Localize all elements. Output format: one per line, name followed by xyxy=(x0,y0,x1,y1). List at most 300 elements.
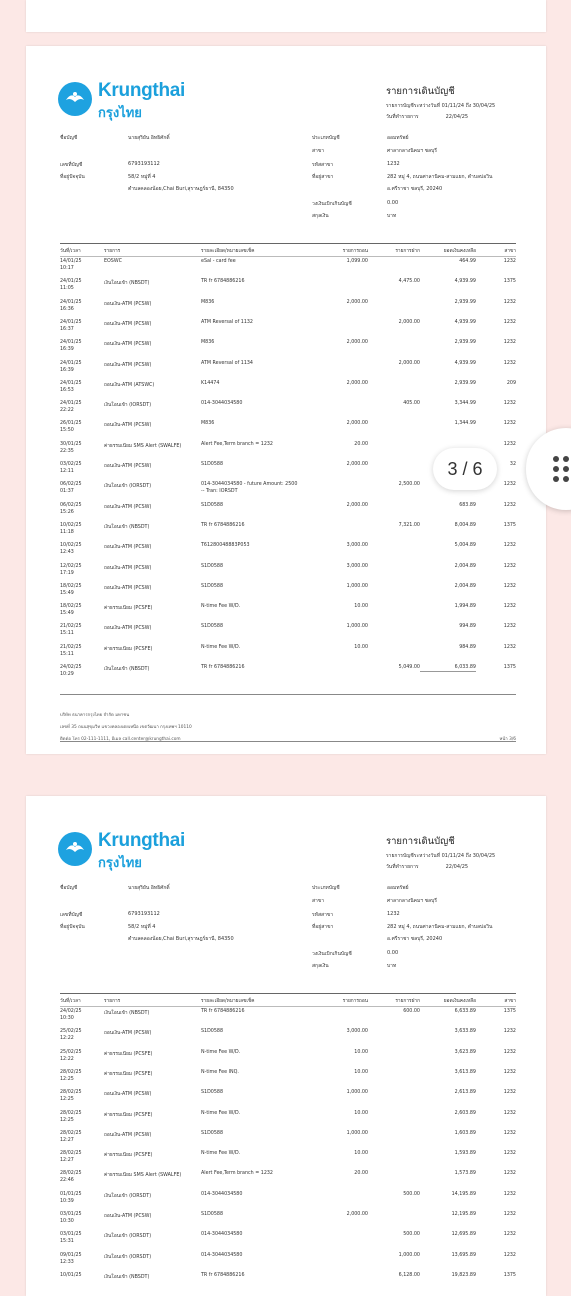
cell-time: 17:19 xyxy=(60,570,74,576)
address-line2: ตำบลคลองน้อย,Chai Buri,สุราษฎร์ธานี, 84350 xyxy=(128,186,234,192)
cell-deposit: 500.00 xyxy=(403,1191,420,1197)
cell-balance: 14,195.89 xyxy=(451,1191,476,1197)
cell-time: 16:39 xyxy=(60,367,74,373)
table-header: วันที่/เวลา รายการ รายละเอียด/หมายเลขเช็ค รายการถอน รายการฝาก ยอดเงินคงเหลือ สาขา xyxy=(60,243,516,257)
cell-time: 11:18 xyxy=(60,529,74,535)
credit-value: 0.00 xyxy=(387,200,399,206)
cell-balance: 984.89 xyxy=(459,644,476,650)
cell-desc: เงินโอนเข้า (IORSDT) xyxy=(104,1254,152,1260)
cell-branch: 1375 xyxy=(503,1009,516,1014)
cell-desc: ถอนเงิน-ATM (PCSW) xyxy=(104,1132,152,1138)
cell-time: 16:39 xyxy=(60,347,74,353)
cell-date: 28/02/25 xyxy=(60,1069,82,1075)
cell-detail: eSal - card fee xyxy=(201,259,236,264)
cell-withdraw: 3,000.00 xyxy=(346,543,368,549)
credit-label: วงเงินเบิกเกินบัญชี xyxy=(312,951,352,957)
cell-time: 10:29 xyxy=(60,672,74,677)
table-row xyxy=(60,503,516,521)
bird-logo-icon xyxy=(58,832,92,866)
bank-name-en: Krungthai xyxy=(98,80,186,101)
branch-label: สาขา xyxy=(312,148,325,154)
name-value: นายสุริยัน อิทธิศักดิ์ xyxy=(128,135,170,141)
address-line1: 58/2 หมู่ที่ 4 xyxy=(128,924,156,930)
cell-detail: TR fr 6784886216 xyxy=(201,522,245,528)
cell-withdraw: 2,000.00 xyxy=(346,502,368,508)
footer-divider xyxy=(60,741,516,742)
cell-balance: 4,939.99 xyxy=(454,319,476,325)
previous-page-bottom xyxy=(26,0,546,32)
cell-date: 28/02/25 xyxy=(60,1171,82,1177)
table-row xyxy=(60,645,516,663)
cell-branch: 1232 xyxy=(503,482,516,488)
table-row xyxy=(60,1171,516,1189)
cell-time: 12:22 xyxy=(60,1036,74,1042)
cell-detail: TR fr 6784886216 xyxy=(201,665,245,670)
cell-time: 16:36 xyxy=(60,306,74,312)
cell-withdraw: 2,000.00 xyxy=(346,462,368,467)
cell-time: 12:33 xyxy=(60,1259,74,1265)
cell-deposit: 4,475.00 xyxy=(398,279,420,285)
cell-detail: M836 xyxy=(201,421,215,427)
statement-header xyxy=(386,84,546,121)
cell-desc: ถอนเงิน-ATM (PCSW) xyxy=(104,301,152,307)
cell-detail: 014-3044034580 xyxy=(201,1232,243,1238)
cell-balance: 3,613.89 xyxy=(454,1069,476,1075)
table-row xyxy=(60,1111,516,1129)
table-row xyxy=(60,1090,516,1108)
branch-code-value: 1232 xyxy=(387,161,400,167)
currency-label: สกุลเงิน xyxy=(312,963,329,969)
table-row xyxy=(60,259,516,277)
cell-branch: 1232 xyxy=(503,644,516,650)
cell-balance: 8,004.89 xyxy=(454,522,476,528)
cell-desc: ถอนเงิน-ATM (PCSW) xyxy=(104,565,152,571)
cell-date: 28/02/25 xyxy=(60,1110,82,1116)
cell-balance: 4,939.99 xyxy=(454,360,476,366)
cell-desc: ถอนเงิน-ATM (PCSW) xyxy=(104,585,152,591)
type-value: ออมทรัพย์ xyxy=(387,885,409,891)
footer-page-number: หน้า 3/6 xyxy=(499,737,516,742)
cell-branch: 1232 xyxy=(503,401,516,407)
cell-withdraw: 10.00 xyxy=(354,1151,368,1157)
cell-date: 14/01/25 xyxy=(60,259,82,264)
cell-branch: 1232 xyxy=(503,1069,516,1075)
cell-branch: 1232 xyxy=(503,1232,516,1238)
cell-desc: ถอนเงิน-ATM (PCSW) xyxy=(104,504,152,510)
cell-withdraw: 10.00 xyxy=(354,1110,368,1116)
statement-page-3 xyxy=(26,46,546,754)
cell-branch: 1232 xyxy=(503,1049,516,1055)
cell-balance: 13,695.89 xyxy=(451,1252,476,1258)
bank-name-en: Krungthai xyxy=(98,830,186,851)
statement-page-4 xyxy=(26,796,546,1296)
address-label: ที่อยู่ปัจจุบัน xyxy=(60,174,85,180)
footer-address: เลขที่ 35 ถนนสุขุมวิท แขวงคลองเตยเหนือ เขตวัฒนา กรุงเทพฯ 10110 xyxy=(60,725,192,730)
cell-branch: 32 xyxy=(509,462,516,467)
cell-desc: ถอนเงิน-ATM (PCSW) xyxy=(104,362,152,368)
cell-branch: 1232 xyxy=(503,563,516,569)
cell-time: 15:50 xyxy=(60,428,74,434)
cell-desc: ค่าธรรมเนียม (PCSFE) xyxy=(104,646,153,652)
address-line1: 58/2 หมู่ที่ 4 xyxy=(128,174,156,180)
cell-date: 24/01/25 xyxy=(60,380,82,386)
cell-balance: 3,633.89 xyxy=(454,1029,476,1035)
cell-date: 03/01/25 xyxy=(60,1232,82,1238)
table-row xyxy=(60,381,516,399)
branch-code-value: 1232 xyxy=(387,911,400,917)
cell-branch: 1232 xyxy=(503,421,516,427)
cell-detail: 014-3044034580 - future Amount: 2500 xyxy=(201,482,298,488)
cell-balance: 19,823.89 xyxy=(451,1272,476,1278)
cell-balance: 6,633.89 xyxy=(454,1009,476,1014)
cell-date: 21/02/25 xyxy=(60,624,82,630)
name-label: ชื่อบัญชี xyxy=(60,885,78,891)
cell-detail: S1D0588 xyxy=(201,502,223,508)
cell-time: 12:11 xyxy=(60,469,74,474)
cell-detail: N-time Fee W/D. xyxy=(201,1110,241,1116)
table-row xyxy=(60,340,516,358)
cell-date: 24/01/25 xyxy=(60,279,82,285)
cell-desc: เงินโอนเข้า (NBSDT) xyxy=(104,1274,150,1280)
cell-detail: N-time Fee W/D. xyxy=(201,1049,241,1055)
cell-branch: 1232 xyxy=(503,299,516,305)
cell-branch: 1232 xyxy=(503,360,516,366)
bank-name-th: กรุงไทย xyxy=(98,105,142,120)
cell-desc: เงินโอนเข้า (IORSDT) xyxy=(104,1193,152,1199)
cell-balance: 12,695.89 xyxy=(451,1232,476,1238)
cell-branch: 1375 xyxy=(503,279,516,285)
table-row xyxy=(60,361,516,379)
cell-desc: เงินโอนเข้า (NBSDT) xyxy=(104,281,150,287)
cell-time: 15:26 xyxy=(60,509,74,515)
cell-balance: 1,994.89 xyxy=(454,604,476,610)
cell-detail: TR fr 6784886216 xyxy=(201,1272,245,1278)
cell-desc: ค่าธรรมเนียม (PCSFE) xyxy=(104,1112,153,1118)
cell-date: 30/01/25 xyxy=(60,441,82,447)
cell-time: 12:25 xyxy=(60,1097,74,1103)
cell-withdraw: 1,000.00 xyxy=(346,1130,368,1136)
cell-detail: S1D0588 xyxy=(201,1090,223,1096)
cell-time: 11:05 xyxy=(60,286,74,292)
cell-balance: 994.89 xyxy=(459,624,476,630)
cell-branch: 1232 xyxy=(503,1191,516,1197)
cell-desc: ค่าธรรมเนียม SMS Alert (SWALFE) xyxy=(104,1173,182,1179)
cell-balance: 1,344.99 xyxy=(454,421,476,427)
cell-balance: 6,033.89 xyxy=(454,665,476,670)
cell-balance: 2,939.99 xyxy=(454,380,476,386)
cell-desc: เงินโอนเข้า (IORSDT) xyxy=(104,403,152,409)
cell-withdraw: 2,000.00 xyxy=(346,380,368,386)
type-label: ประเภทบัญชี xyxy=(312,885,340,891)
cell-detail: S1D0588 xyxy=(201,583,223,589)
cell-balance: 12,195.89 xyxy=(451,1212,476,1217)
cell-time: 22:46 xyxy=(60,1178,74,1184)
cell-time: 15:49 xyxy=(60,611,74,617)
branch-addr-label: ที่อยู่สาขา xyxy=(312,174,334,180)
cell-withdraw: 10.00 xyxy=(354,604,368,610)
account-info xyxy=(60,134,520,244)
cell-detail: S1D0588 xyxy=(201,624,223,630)
cell-branch: 1232 xyxy=(503,1090,516,1096)
cell-detail: N-time Fee W/D. xyxy=(201,644,241,650)
table-row xyxy=(60,320,516,338)
cell-branch: 1232 xyxy=(503,1252,516,1258)
cell-date: 03/01/25 xyxy=(60,1212,82,1217)
credit-value: 0.00 xyxy=(387,950,399,956)
footer-contact: ติดต่อ โทร 02-111-1111, อีเมล call.center@krungthai.com xyxy=(60,737,181,742)
cell-date: 28/02/25 xyxy=(60,1151,82,1157)
cell-time: 12:27 xyxy=(60,1137,74,1143)
table-row xyxy=(60,665,516,683)
cell-detail: 014-3044034580 xyxy=(201,1252,243,1258)
bank-logo xyxy=(58,832,218,868)
cell-balance: 2,939.99 xyxy=(454,299,476,305)
cell-withdraw: 2,000.00 xyxy=(346,421,368,427)
cell-detail: S1D0588 xyxy=(201,1130,223,1136)
cell-date: 24/01/25 xyxy=(60,319,82,325)
cell-date: 09/01/25 xyxy=(60,1252,82,1258)
currency-label: สกุลเงิน xyxy=(312,213,329,219)
cell-time: 22:35 xyxy=(60,448,74,454)
cell-deposit: 6,128.00 xyxy=(398,1272,420,1278)
cell-time: 12:43 xyxy=(60,550,74,556)
cell-date: 26/01/25 xyxy=(60,421,82,427)
cell-balance: 2,004.89 xyxy=(454,583,476,589)
cell-detail: K14474 xyxy=(201,380,220,386)
bird-logo-icon xyxy=(58,82,92,116)
cell-date: 28/02/25 xyxy=(60,1090,82,1096)
cell-time: 15:49 xyxy=(60,590,74,596)
cell-withdraw: 10.00 xyxy=(354,1049,368,1055)
cell-desc: เงินโอนเข้า (NBSDT) xyxy=(104,1011,150,1016)
cell-date: 24/01/25 xyxy=(60,401,82,407)
cell-detail: S1D0588 xyxy=(201,1212,223,1217)
cell-detail: M836 xyxy=(201,340,215,346)
address-label: ที่อยู่ปัจจุบัน xyxy=(60,924,85,930)
cell-desc: ค่าธรรมเนียม SMS Alert (SWALFE) xyxy=(104,443,182,449)
cell-detail2: -- Tran: IORSDT xyxy=(201,489,238,495)
cell-branch: 1232 xyxy=(503,340,516,346)
cell-desc: ถอนเงิน-ATM (PCSW) xyxy=(104,464,152,469)
bank-logo xyxy=(58,82,218,118)
cell-branch: 1232 xyxy=(503,1171,516,1177)
table-row xyxy=(60,584,516,602)
cell-branch: 1232 xyxy=(503,1110,516,1116)
cell-branch: 1375 xyxy=(503,522,516,528)
table-row xyxy=(60,1029,516,1047)
account-no-label: เลขที่บัญชี xyxy=(60,912,83,918)
cell-balance: 4,939.99 xyxy=(454,279,476,285)
table-row xyxy=(60,1070,516,1088)
cell-deposit: 600.00 xyxy=(403,1009,420,1014)
table-row xyxy=(60,1232,516,1250)
cell-branch: 1232 xyxy=(503,502,516,508)
cell-withdraw: 10.00 xyxy=(354,1069,368,1075)
cell-date: 10/02/25 xyxy=(60,522,82,528)
cell-withdraw: 1,000.00 xyxy=(346,624,368,630)
statement-print-date: วันที่ทำรายการ 22/04/25 xyxy=(386,114,469,120)
cell-withdraw: 1,000.00 xyxy=(346,1090,368,1096)
cell-desc: ค่าธรรมเนียม (PCSFE) xyxy=(104,606,153,612)
cell-balance: 2,004.89 xyxy=(454,563,476,569)
cell-balance: 1,573.89 xyxy=(454,1171,476,1177)
cell-desc: ถอนเงิน-ATM (PCSW) xyxy=(104,342,152,348)
cell-withdraw: 2,000.00 xyxy=(346,299,368,305)
cell-balance: 464.99 xyxy=(459,259,476,264)
credit-label: วงเงินเบิกเกินบัญชี xyxy=(312,201,352,207)
table-row xyxy=(60,1253,516,1271)
cell-deposit: 500.00 xyxy=(403,1232,420,1238)
cell-desc: ถอนเงิน-ATM (PCSW) xyxy=(104,1092,152,1098)
cell-detail: M836 xyxy=(201,299,215,305)
cell-date: 10/01/25 xyxy=(60,1272,82,1278)
cell-branch: 1232 xyxy=(503,1212,516,1217)
page-footer xyxy=(60,694,516,745)
statement-title: รายการเดินบัญชี xyxy=(386,836,455,847)
cell-branch: 1232 xyxy=(503,543,516,549)
table-row xyxy=(60,1009,516,1027)
cell-time: 12:27 xyxy=(60,1158,74,1164)
cell-balance: 2,603.89 xyxy=(454,1110,476,1116)
statement-period: รายการบัญชีระหว่างวันที่ 01/11/24 ถึง 30/04/25 xyxy=(386,103,496,109)
cell-branch: 1232 xyxy=(503,319,516,325)
cell-time: 16:53 xyxy=(60,387,74,393)
table-row xyxy=(60,401,516,419)
type-value: ออมทรัพย์ xyxy=(387,135,409,141)
cell-withdraw: 1,000.00 xyxy=(346,583,368,589)
cell-desc: ค่าธรรมเนียม (PCSFE) xyxy=(104,1153,153,1159)
cell-deposit: 2,000.00 xyxy=(398,360,420,366)
cell-branch: 1232 xyxy=(503,259,516,264)
branch-code-label: รหัสสาขา xyxy=(312,162,334,168)
name-label: ชื่อบัญชี xyxy=(60,135,78,141)
cell-branch: 1232 xyxy=(503,1130,516,1136)
cell-time: 12:25 xyxy=(60,1076,74,1082)
table-row xyxy=(60,1050,516,1068)
cell-desc: ถอนเงิน-ATM (PCSW) xyxy=(104,1031,152,1037)
cell-withdraw: 1,099.00 xyxy=(346,259,368,264)
cell-date: 25/02/25 xyxy=(60,1029,82,1035)
cell-date: 18/02/25 xyxy=(60,583,82,589)
cell-detail: ATM Reversal of 1132 xyxy=(201,319,253,325)
cell-date: 24/01/25 xyxy=(60,360,82,366)
table-row xyxy=(60,300,516,318)
branch-addr-line1: 282 หมู่ 4, ถนนศาลานิคม-สามแยก, ตำบลบ่อวิน xyxy=(387,924,493,930)
cell-deposit: 2,500.00 xyxy=(398,482,420,488)
branch-value: ศาลากลางนิคมฯ ชลบุรี xyxy=(387,898,437,904)
cell-date: 12/02/25 xyxy=(60,563,82,569)
cell-date: 24/01/25 xyxy=(60,340,82,346)
cell-detail: 014-3044034580 xyxy=(201,1191,243,1197)
table-row xyxy=(60,564,516,582)
cell-withdraw: 3,000.00 xyxy=(346,563,368,569)
cell-detail: S1D0588 xyxy=(201,1029,223,1035)
cell-withdraw: 2,000.00 xyxy=(346,340,368,346)
cell-desc: ค่าธรรมเนียม (PCSFE) xyxy=(104,1071,153,1077)
cell-branch: 1232 xyxy=(503,1029,516,1035)
statement-title: รายการเดินบัญชี xyxy=(386,86,455,97)
cell-deposit: 7,321.00 xyxy=(398,522,420,528)
cell-detail: S1D0588 xyxy=(201,462,223,467)
branch-addr-line1: 282 หมู่ 4, ถนนศาลานิคม-สามแยก, ตำบลบ่อวิน xyxy=(387,174,493,180)
cell-date: 24/02/25 xyxy=(60,1009,82,1014)
cell-deposit: 405.00 xyxy=(403,401,420,407)
cell-branch: 1375 xyxy=(503,1272,516,1278)
table-row xyxy=(60,279,516,297)
cell-date: 06/02/25 xyxy=(60,502,82,508)
cell-detail: Alert Fee,Term branch = 1232 xyxy=(201,441,273,447)
table-row xyxy=(60,421,516,439)
cell-detail: Alert Fee,Term branch = 1232 xyxy=(201,1171,273,1177)
branch-addr-line2: อ.ศรีราชา ชลบุรี, 20240 xyxy=(387,936,443,942)
cell-time: 10:39 xyxy=(60,1198,74,1204)
cell-branch: 1232 xyxy=(503,624,516,630)
cell-withdraw: 20.00 xyxy=(354,441,368,447)
cell-date: 06/02/25 xyxy=(60,482,82,488)
cell-date: 28/02/25 xyxy=(60,1130,82,1136)
cell-date: 18/02/25 xyxy=(60,604,82,610)
cell-balance: 2,613.89 xyxy=(454,1090,476,1096)
address-line2: ตำบลคลองน้อย,Chai Buri,สุราษฎร์ธานี, 84350 xyxy=(128,936,234,942)
cell-date: 24/01/25 xyxy=(60,299,82,305)
cell-date: 10/02/25 xyxy=(60,543,82,549)
cell-balance: 3,623.89 xyxy=(454,1049,476,1055)
cell-desc: ถอนเงิน-ATM (ATSWC) xyxy=(104,382,155,388)
cell-time: 15:11 xyxy=(60,651,74,657)
cell-detail: N-time Fee INQ. xyxy=(201,1069,239,1075)
cell-branch: 1232 xyxy=(503,441,516,447)
cell-withdraw: 3,000.00 xyxy=(346,1029,368,1035)
account-no-label: เลขที่บัญชี xyxy=(60,162,83,168)
cell-desc: เงินโอนเข้า (IORSDT) xyxy=(104,484,152,490)
cell-date: 24/02/25 xyxy=(60,665,82,670)
cell-desc: ค่าธรรมเนียม (PCSFE) xyxy=(104,1051,153,1057)
cell-detail: T61280048883P053 xyxy=(201,543,250,549)
table-row xyxy=(60,1192,516,1210)
cell-detail: TR fr 6784886216 xyxy=(201,279,245,285)
account-no-value: 6793193112 xyxy=(128,161,160,167)
table-row xyxy=(60,1151,516,1169)
cell-balance: 1,603.89 xyxy=(454,1130,476,1136)
cell-time: 15:31 xyxy=(60,1239,74,1245)
cell-branch: 1232 xyxy=(503,583,516,589)
bank-name-th: กรุงไทย xyxy=(98,855,142,870)
cell-desc: เงินโอนเข้า (NBSDT) xyxy=(104,667,150,672)
cell-date: 01/01/25 xyxy=(60,1191,82,1197)
cell-detail: 014-3044034580 xyxy=(201,401,243,407)
cell-time: 15:11 xyxy=(60,631,74,637)
cell-desc: ถอนเงิน-ATM (PCSW) xyxy=(104,545,152,551)
branch-addr-line2: อ.ศรีราชา ชลบุรี, 20240 xyxy=(387,186,443,192)
table-row xyxy=(60,604,516,622)
cell-date: 25/02/25 xyxy=(60,1049,82,1055)
table-row xyxy=(60,624,516,642)
branch-code-label: รหัสสาขา xyxy=(312,912,334,918)
footer-company: บริษัท ธนาคารกรุงไทย จำกัด มหาชน xyxy=(60,713,130,718)
type-label: ประเภทบัญชี xyxy=(312,135,340,141)
cell-detail: N-time Fee W/D. xyxy=(201,1151,241,1157)
name-value: นายสุริยัน อิทธิศักดิ์ xyxy=(128,885,170,891)
statement-header xyxy=(386,834,546,871)
cell-branch: 1375 xyxy=(503,665,516,670)
cell-detail: S1D0588 xyxy=(201,563,223,569)
cell-time: 22:22 xyxy=(60,408,74,414)
cell-withdraw: 2,000.00 xyxy=(346,1212,368,1217)
table-row xyxy=(60,1131,516,1149)
account-no-value: 6793193112 xyxy=(128,911,160,917)
cell-desc: เงินโอนเข้า (IORSDT) xyxy=(104,1234,152,1240)
cell-deposit: 2,000.00 xyxy=(398,319,420,325)
